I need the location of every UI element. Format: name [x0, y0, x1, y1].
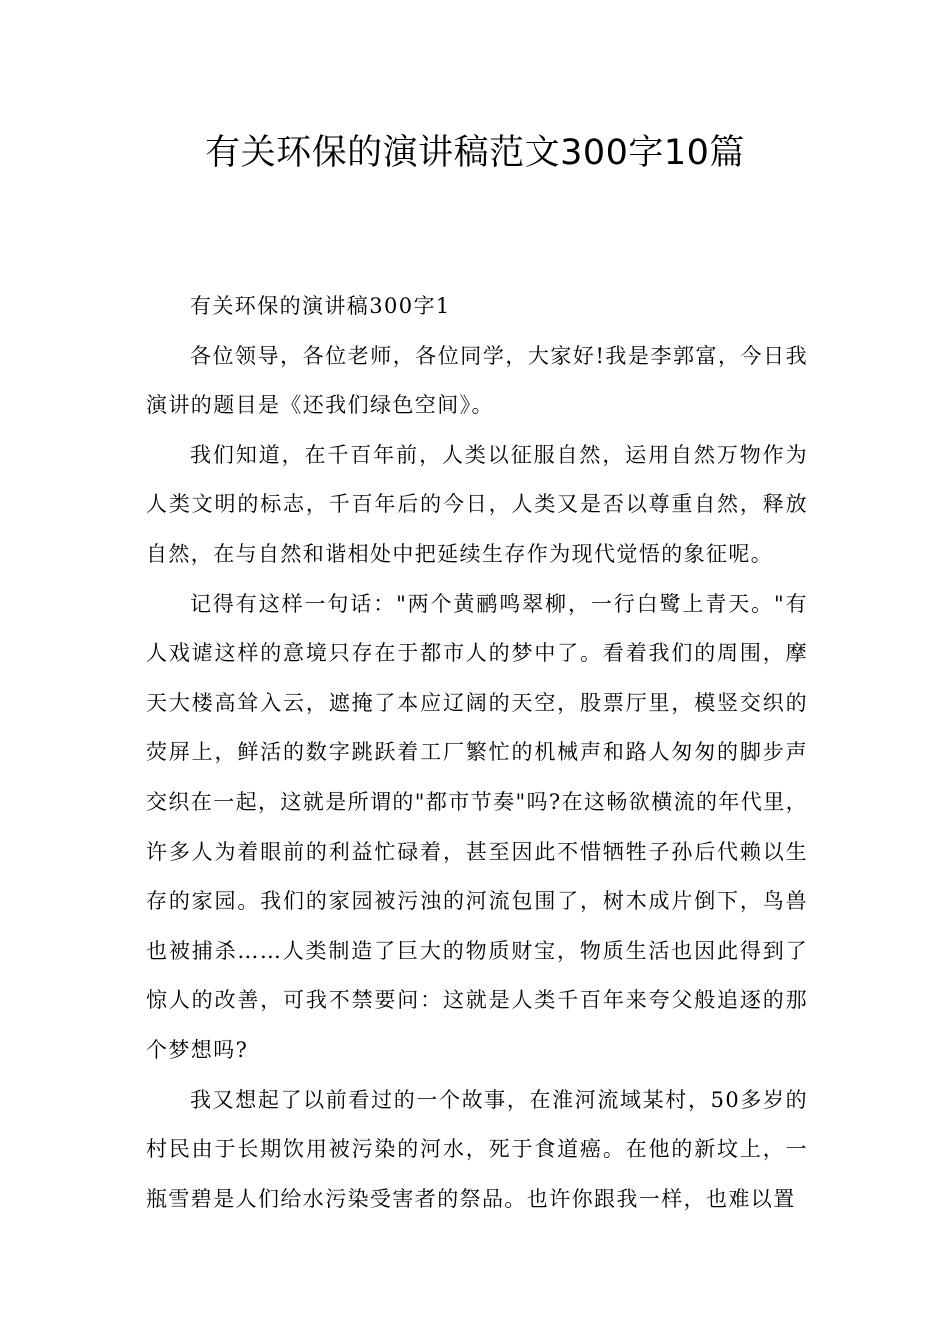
paragraph-story: 我又想起了以前看过的一个故事，在淮河流域某村，50多岁的村民由于长期饮用被污染的河水，死于食道癌。在他的新坟上，一瓶雪碧是人们给水污染受害者的祭品。也许你跟我一样，也难以置 — [146, 1087, 808, 1211]
paragraph-greeting: 各位领导，各位老师，各位同学，大家好!我是李郭富，今日我演讲的题目是《还我们绿色空间》。 — [146, 343, 808, 418]
paragraph-city: 记得有这样一句话："两个黄鹂鸣翠柳，一行白鹭上青天。"有人戏谑这样的意境只存在于都市人的梦中了。看着我们的周围，摩天大楼高耸入云，遮掩了本应辽阔的天空，股票厅里，模竖交织的荧屏上，鲜活的数字跳跃着工厂繁忙的机械声和路人匆匆的脚步声交织在一起，这就是所谓的"都市节奏"吗?在这畅欲横流的年代里，许多人为着眼前的利益忙碌着，甚至因此不惜牺牲子孙后代赖以生存的家园。我们的家园被污浊的河流包围了，树木成片倒下，鸟兽也被捕杀……人类制造了巨大的物质财宝，物质生活也因此得到了惊人的改善，可我不禁要问：这就是人类千百年来夸父般追逐的那个梦想吗? — [146, 591, 808, 1062]
document-body — [146, 282, 808, 1224]
paragraph-nature: 我们知道，在千百年前，人类以征服自然，运用自然万物作为人类文明的标志，千百年后的今日，人类又是否以尊重自然，释放自然，在与自然和谐相处中把延续生存作为现代觉悟的象征呢。 — [146, 442, 808, 566]
document-title: 有关环保的演讲稿范文300字10篇 — [205, 133, 745, 173]
section-subheading: 有关环保的演讲稿300字1 — [190, 294, 451, 318]
